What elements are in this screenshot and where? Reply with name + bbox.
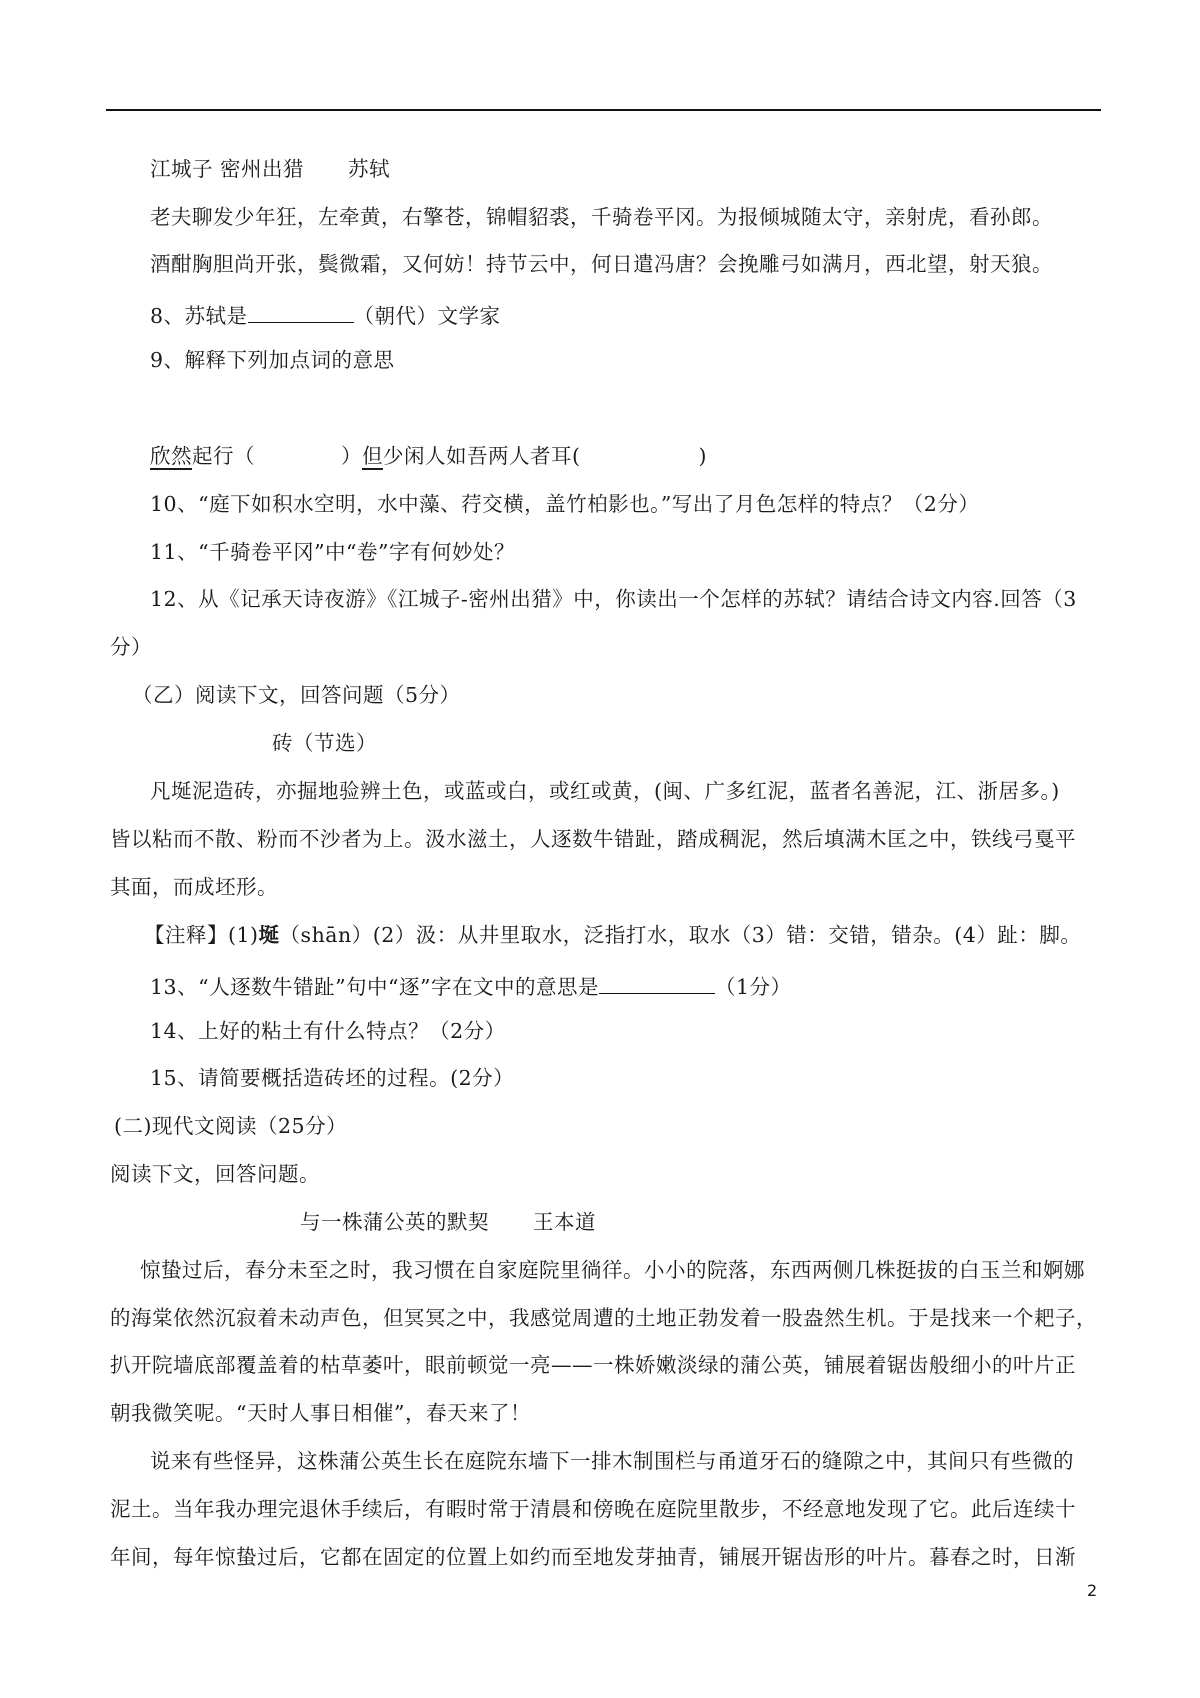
essay-line: 扒开院墙底部覆盖着的枯草萎叶，眼前顿觉一亮——一株娇嫩淡绿的蒲公英，铺展着锯齿般细小的叶片正 — [110, 1353, 1076, 1377]
poem-line: 老夫聊发少年狂，左牵黄，右擎苍，锦帽貂裘，千骑卷平冈。为报倾城随太守，亲射虎，看孙郎。 — [150, 205, 1053, 229]
question-15: 15、请简要概括造砖坯的过程。(2分） — [150, 1066, 515, 1090]
question-10: 10、“庭下如积水空明，水中藻、荇交横，盖竹柏影也。”写出了月色怎样的特点？（2分） — [150, 492, 980, 516]
annotation-text: （shān）(2）汲：从井里取水，泛指打水，取水（3）错：交错，错杂。(4）趾：脚。 — [279, 923, 1082, 947]
poem-title: 江城子 密州出猎 — [150, 157, 305, 181]
question-11: 11、“千骑卷平冈”中“卷”字有何妙处？ — [150, 540, 516, 564]
passage-line: 其面，而成坯形。 — [110, 875, 278, 899]
section-heading: （乙）阅读下文，回答问题（5分） — [132, 683, 461, 707]
poem-line: 酒酣胸胆尚开张，鬓微霜，又何妨！持节云中，何日遣冯唐？会挽雕弓如满月，西北望，射天狼。 — [150, 252, 1053, 276]
dotted-word: 但 — [362, 444, 383, 468]
question-13 — [150, 973, 792, 998]
essay-author: 王本道 — [533, 1210, 596, 1234]
item-text: ） — [341, 444, 362, 468]
annotation-number: (1) — [228, 923, 259, 947]
essay-title-line — [300, 1212, 596, 1233]
essay-line: 泥土。当年我办理完退休手续后，有暇时常于清晨和傍晚在庭院里散步，不经意地发现了它。此后连续十 — [110, 1497, 1076, 1521]
annotation-word: 埏 — [258, 923, 280, 947]
essay-title: 与一株蒲公英的默契 — [300, 1210, 489, 1234]
item-text: 少闲人如吾两人者耳( — [383, 444, 581, 468]
essay-line: 惊蛰过后，春分未至之时，我习惯在自家庭院里徜徉。小小的院落，东西两侧几株挺拔的白玉兰和婀娜 — [140, 1258, 1085, 1282]
question-12-continued: 分） — [110, 635, 152, 659]
annotation-line — [144, 925, 1081, 946]
poem-title-line — [150, 159, 390, 180]
dotted-word: 欣然 — [150, 444, 192, 468]
question-8 — [150, 302, 501, 327]
passage-title: 砖（节选） — [272, 731, 377, 755]
item-text: 起行（ — [192, 444, 255, 468]
essay-line: 年间，每年惊蛰过后，它都在固定的位置上如约而至地发芽抽青，铺展开锯齿形的叶片。暮春之时，日渐 — [110, 1545, 1076, 1569]
question-9-items — [150, 446, 707, 467]
question-8-prefix: 8、苏轼是 — [150, 304, 248, 328]
question-13-suffix: （1分） — [715, 975, 792, 999]
answer-blank[interactable] — [599, 973, 715, 994]
passage-line: 皆以粘而不散、粉而不沙者为上。汲水滋土，人逐数牛错趾，踏成稠泥，然后填满木匡之中，铁线弓戛平 — [110, 827, 1076, 851]
poem-author: 苏轼 — [348, 157, 391, 181]
header-rule — [106, 109, 1101, 111]
question-13-prefix: 13、“人逐数牛错趾”句中“逐”字在文中的意思是 — [150, 975, 600, 999]
section-heading: (二)现代文阅读（25分） — [114, 1114, 348, 1138]
passage-line: 凡埏泥造砖，亦掘地验辨土色，或蓝或白，或红或黄，(闽、广多红泥，蓝者名善泥，江、浙居多。) — [150, 779, 1060, 803]
essay-line: 朝我微笑呢。“天时人事日相催”，春天来了！ — [110, 1401, 531, 1425]
item-text: ) — [698, 444, 707, 468]
essay-line: 的海棠依然沉寂着未动声色，但冥冥之中，我感觉周遭的土地正勃发着一股盎然生机。于是找来一个耙子， — [110, 1306, 1097, 1330]
question-14: 14、上好的粘土有什么特点？（2分） — [150, 1019, 506, 1043]
page-number: 2 — [1087, 1581, 1098, 1600]
answer-blank[interactable] — [248, 302, 354, 323]
annotation-label: 【注释】 — [144, 923, 228, 947]
question-9: 9、解释下列加点词的意思 — [150, 348, 395, 372]
question-12: 12、从《记承天诗夜游》《江城子-密州出猎》中，你读出一个怎样的苏轼？请结合诗文内容.回答（3 — [150, 587, 1077, 611]
question-8-suffix: （朝代）文学家 — [353, 304, 501, 328]
instruction: 阅读下文，回答问题。 — [110, 1162, 320, 1186]
essay-line: 说来有些怪异，这株蒲公英生长在庭院东墙下一排木制围栏与甬道牙石的缝隙之中，其间只有些微的 — [150, 1449, 1074, 1473]
